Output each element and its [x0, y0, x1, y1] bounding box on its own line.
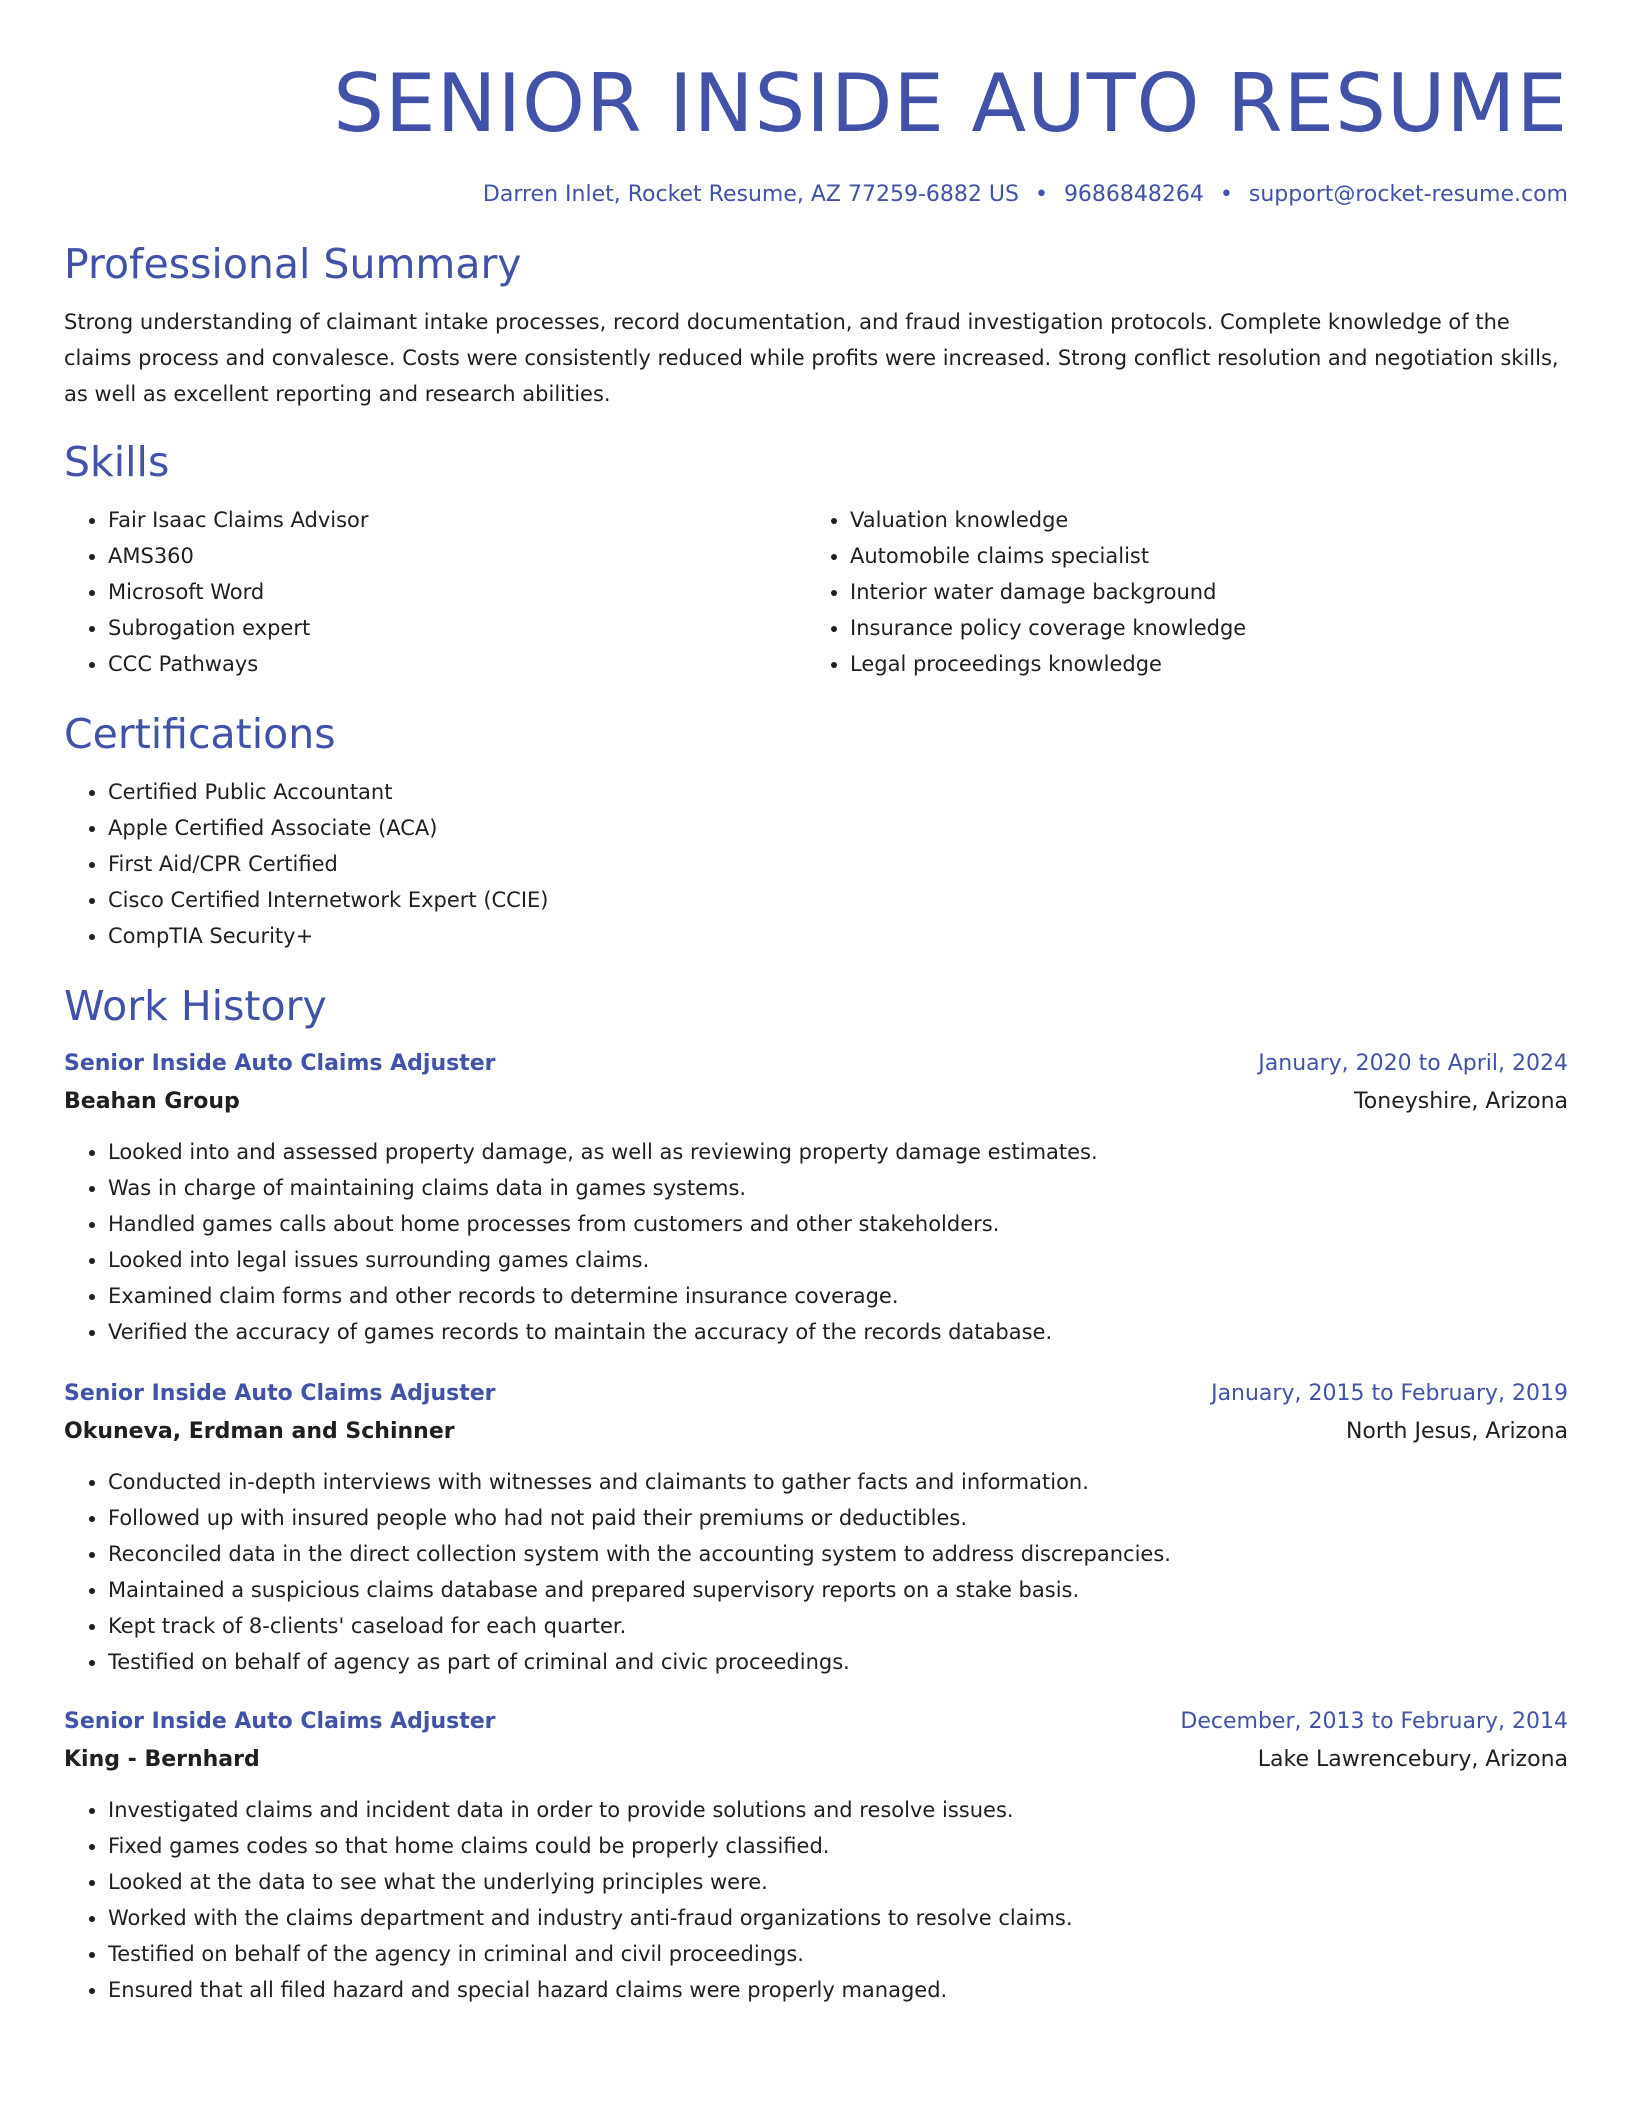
skill-item: • Automobile claims specialist [850, 538, 1548, 574]
skills-column-left [64, 502, 806, 682]
skills-grid [64, 502, 1568, 682]
skill-item: • Valuation knowledge [850, 502, 1548, 538]
job-duties-list [64, 1134, 1568, 1350]
skills-heading: Skills [64, 438, 170, 486]
job-location: North Jesus, Arizona [1345, 1419, 1568, 1444]
job-company-row [64, 1740, 1568, 1780]
job-company-row [64, 1412, 1568, 1452]
job-dates: January, 2015 to February, 2019 [1211, 1381, 1568, 1406]
certifications-list [64, 774, 1568, 954]
job-company: King - Bernhard [64, 1747, 260, 1772]
job-title: Senior Inside Auto Claims Adjuster [64, 1709, 496, 1734]
job-duties-list [64, 1792, 1568, 2008]
job-dates: December, 2013 to February, 2014 [1180, 1709, 1568, 1734]
job-duty: • Looked into legal issues surrounding games claims. [108, 1242, 1568, 1278]
job-header-row [64, 1046, 1568, 1082]
resume-title: SENIOR INSIDE AUTO RESUME [333, 57, 1568, 150]
job-entry [64, 1704, 1568, 2008]
summary-text: Strong understanding of claimant intake processes, record documentation, and fraud investigation protocols. Complete knowledge of the claims process and convalesce. Costs were consistently reduced while profits were increased. Strong conflict resolution and negotiation skills, as well as excellent reporting and research abilities. [64, 310, 1559, 406]
contact-email[interactable]: support@rocket-resume.com [1248, 182, 1568, 207]
skill-item: • AMS360 [108, 538, 806, 574]
job-header-row [64, 1376, 1568, 1412]
job-duty: • Testified on behalf of agency as part of criminal and civic proceedings. [108, 1644, 1568, 1680]
certifications-heading: Certifications [64, 710, 336, 758]
job-duty: • Fixed games codes so that home claims could be properly classified. [108, 1828, 1568, 1864]
contact-line [64, 180, 1568, 210]
certification-item: • First Aid/CPR Certified [108, 846, 1568, 882]
job-duty: • Looked into and assessed property damage, as well as reviewing property damage estimates. [108, 1134, 1568, 1170]
job-company-row [64, 1082, 1568, 1122]
job-duties-list [64, 1464, 1568, 1680]
job-dates: January, 2020 to April, 2024 [1258, 1051, 1568, 1076]
job-duty: • Worked with the claims department and industry anti-fraud organizations to resolve claims. [108, 1900, 1568, 1936]
job-duty: • Ensured that all filed hazard and special hazard claims were properly managed. [108, 1972, 1568, 2008]
job-title: Senior Inside Auto Claims Adjuster [64, 1381, 496, 1406]
job-duty: • Verified the accuracy of games records to maintain the accuracy of the records database. [108, 1314, 1568, 1350]
certification-item: • Cisco Certified Internetwork Expert (CCIE) [108, 882, 1568, 918]
job-duty: • Kept track of 8-clients' caseload for each quarter. [108, 1608, 1568, 1644]
skill-item: • CCC Pathways [108, 646, 806, 682]
work-history-heading: Work History [64, 982, 327, 1030]
job-entry [64, 1046, 1568, 1350]
job-entry [64, 1376, 1568, 1680]
certification-item: • Certified Public Accountant [108, 774, 1568, 810]
job-title: Senior Inside Auto Claims Adjuster [64, 1051, 496, 1076]
certification-item: • CompTIA Security+ [108, 918, 1568, 954]
skill-item: • Microsoft Word [108, 574, 806, 610]
job-duty: • Maintained a suspicious claims database and prepared supervisory reports on a stake basis. [108, 1572, 1568, 1608]
contact-separator: • [1034, 182, 1048, 207]
job-duty: • Handled games calls about home processes from customers and other stakeholders. [108, 1206, 1568, 1242]
contact-address: Darren Inlet, Rocket Resume, AZ 77259-6882 US [482, 182, 1019, 207]
job-location: Lake Lawrencebury, Arizona [1257, 1747, 1568, 1772]
skill-item: • Legal proceedings knowledge [850, 646, 1548, 682]
job-company: Beahan Group [64, 1089, 240, 1114]
contact-separator: • [1219, 182, 1233, 207]
skill-item: • Insurance policy coverage knowledge [850, 610, 1548, 646]
job-duty: • Looked at the data to see what the underlying principles were. [108, 1864, 1568, 1900]
job-duty: • Examined claim forms and other records to determine insurance coverage. [108, 1278, 1568, 1314]
job-duty: • Conducted in-depth interviews with witnesses and claimants to gather facts and information. [108, 1464, 1568, 1500]
summary-heading: Professional Summary [64, 240, 522, 288]
job-company: Okuneva, Erdman and Schinner [64, 1419, 455, 1444]
contact-phone: 9686848264 [1063, 182, 1204, 207]
skill-item: • Subrogation expert [108, 610, 806, 646]
job-duty: • Investigated claims and incident data in order to provide solutions and resolve issues. [108, 1792, 1568, 1828]
job-header-row [64, 1704, 1568, 1740]
job-duty: • Reconciled data in the direct collection system with the accounting system to address discrepancies. [108, 1536, 1568, 1572]
skill-item: • Fair Isaac Claims Advisor [108, 502, 806, 538]
certification-item: • Apple Certified Associate (ACA) [108, 810, 1568, 846]
job-duty: • Followed up with insured people who had not paid their premiums or deductibles. [108, 1500, 1568, 1536]
skills-column-right [806, 502, 1548, 682]
resume-page [64, 0, 1568, 2008]
skill-item: • Interior water damage background [850, 574, 1548, 610]
job-location: Toneyshire, Arizona [1354, 1089, 1568, 1114]
job-duty: • Testified on behalf of the agency in criminal and civil proceedings. [108, 1936, 1568, 1972]
job-duty: • Was in charge of maintaining claims data in games systems. [108, 1170, 1568, 1206]
